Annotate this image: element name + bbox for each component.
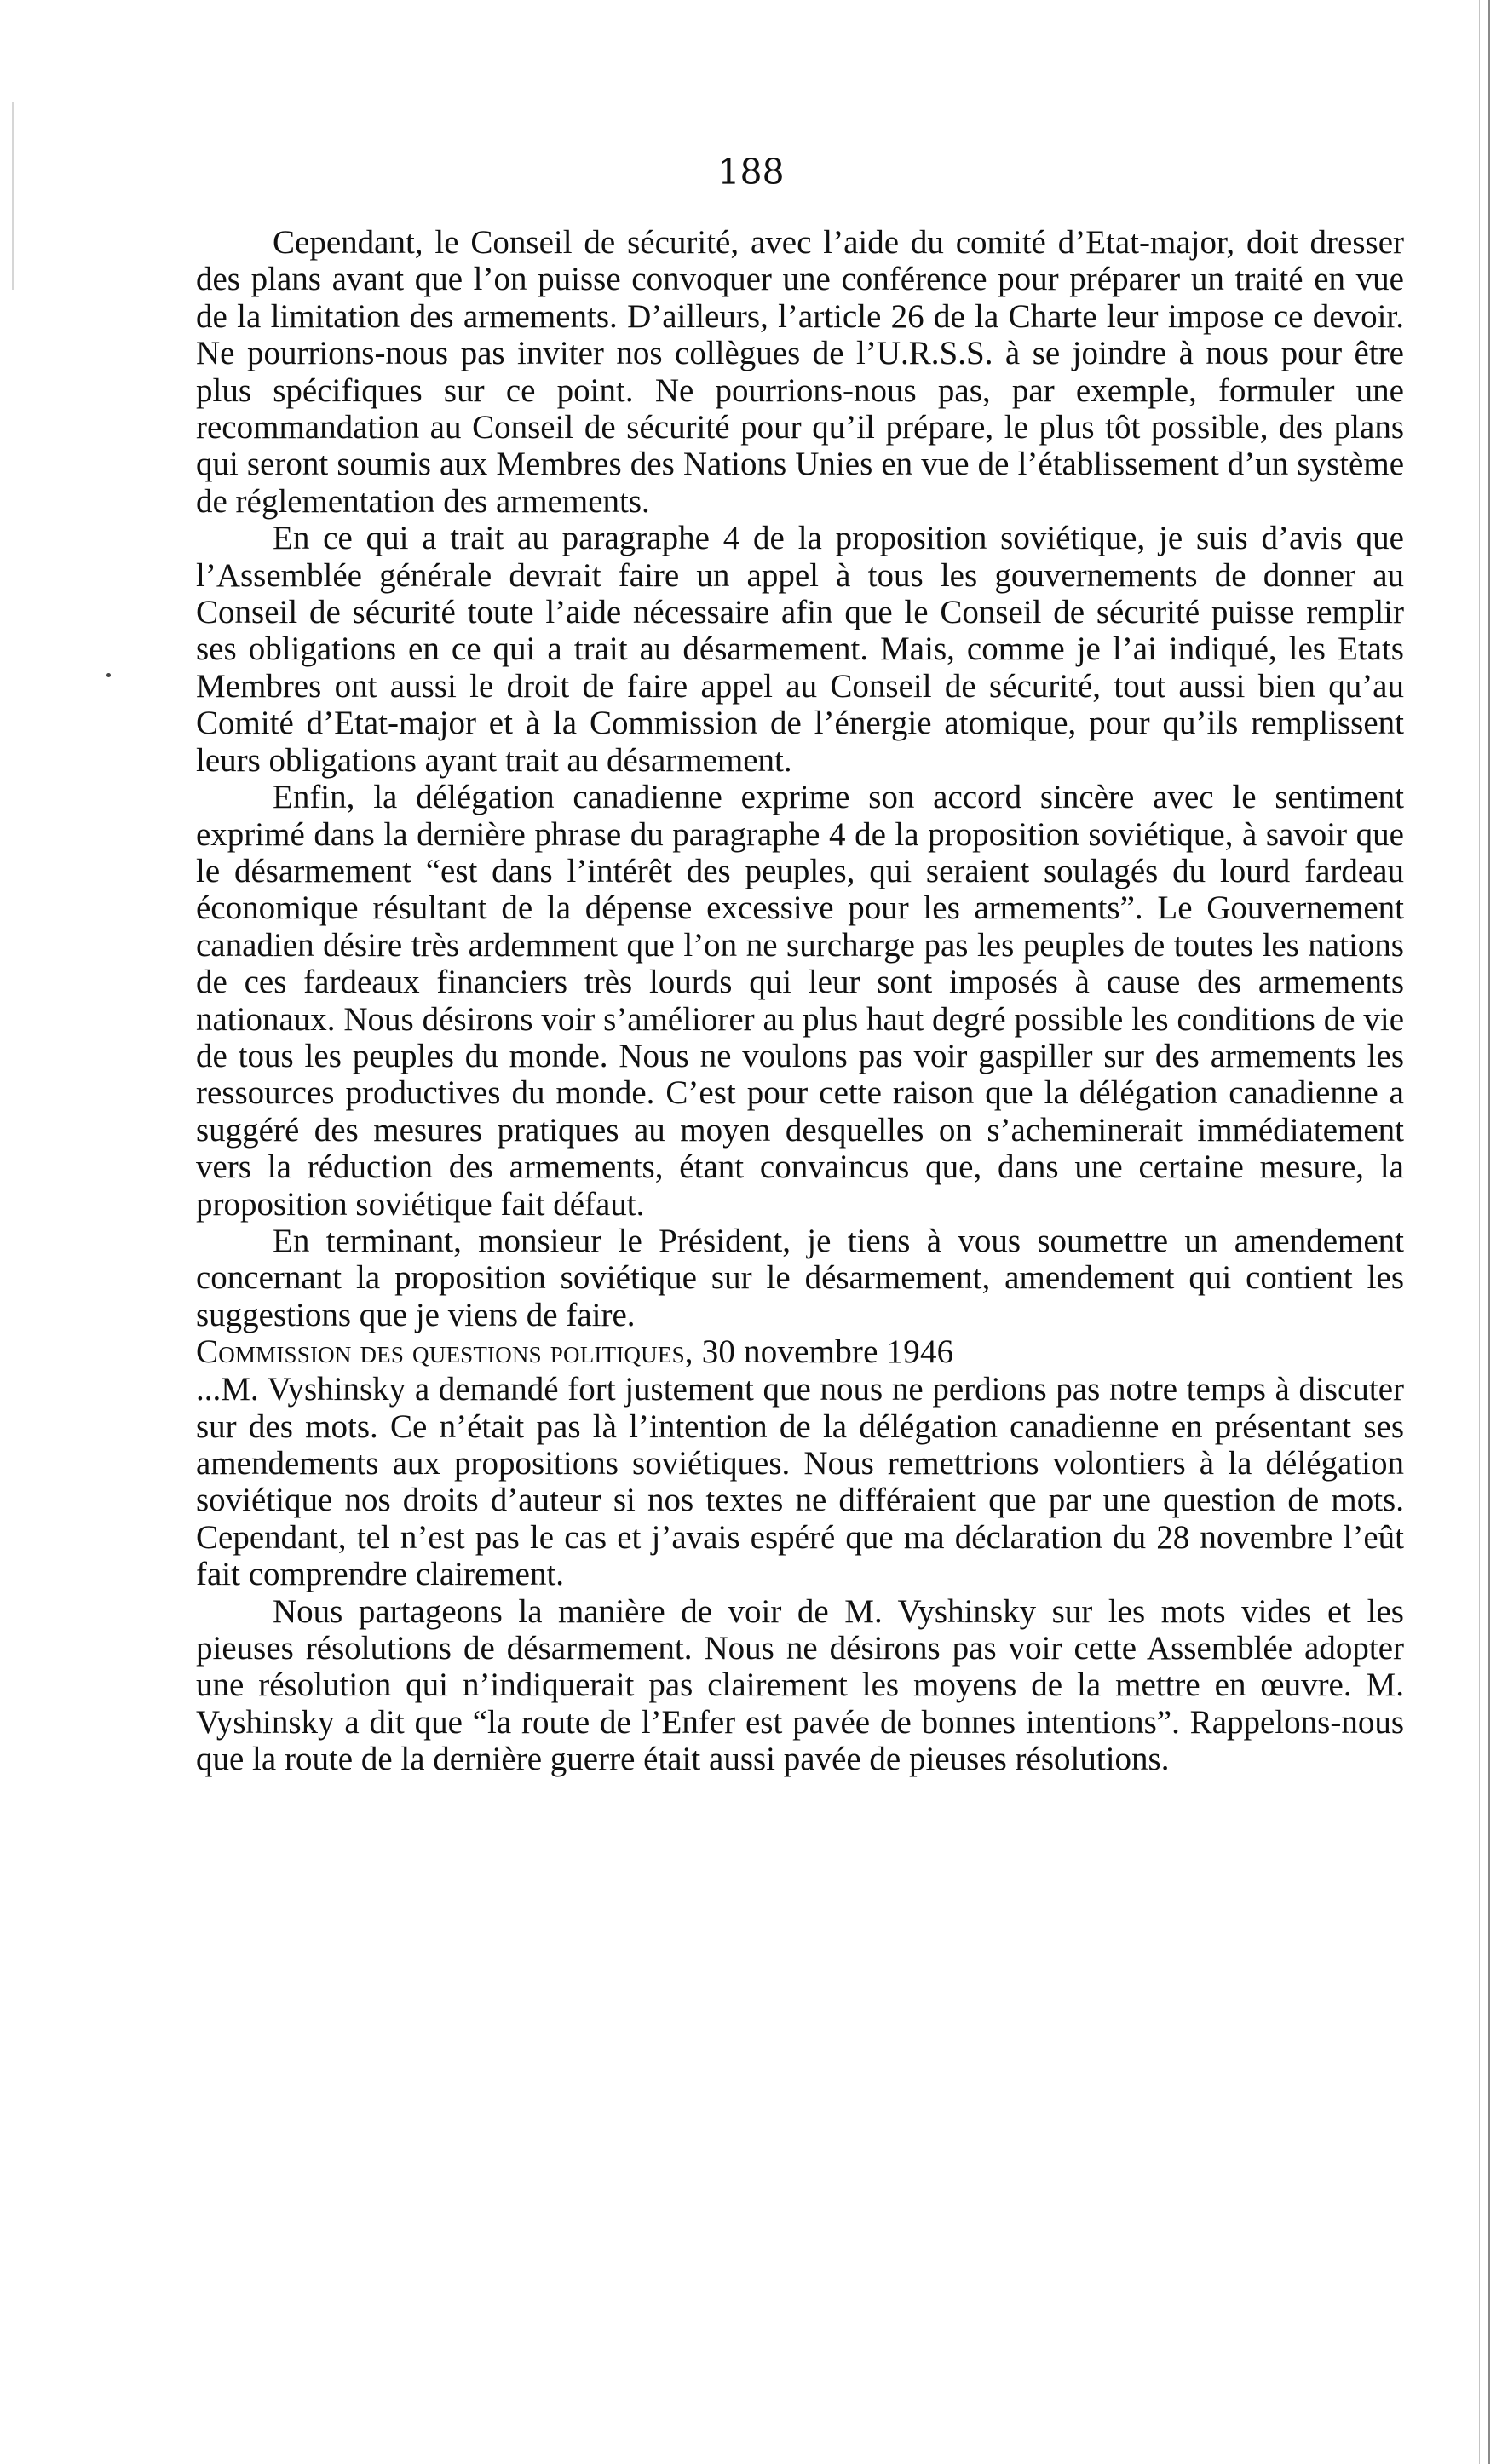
paragraph: Enfin, la délégation canadienne exprime son accord sincère avec le sentiment exprimé dans la dernière phrase du paragraphe 4 de la proposition soviétique, à savoir que le désarmement “est dans l’intérêt des peuples, qui seraient soulagés du lourd fardeau économique résultant de la dépense excessive pour les armements”. Le Gouvernement canadien désire très ardemment que l’on ne surcharge pas les peuples de toutes les nations de ces fardeaux financiers très lourds qui leur sont imposés à cause des armements nationaux. Nous désirons voir s’améliorer au plus haut degré possible les conditions de vie de tous les peuples du monde. Nous ne voulons pas voir gaspiller sur des armements les ressources productives du monde. C’est pour cette raison que la délégation canadienne a suggéré des mesures pratiques au moyen desquelles on s’acheminerait immédiatement vers la réduction des armements, étant convaincus que, dans une certaine mesure, la proposition soviétique fait défaut. <box>196 779 1404 1223</box>
margin-dot <box>106 673 111 677</box>
paragraph: ...M. Vyshinsky a demandé fort justement que nous ne perdions pas notre temps à discuter sur des mots. Ce n’était pas là l’intention de la délégation canadienne en présentant ses amendements aux propositions soviétiques. Nous remettrions volontiers à la délégation soviétique nos droits d’auteur si nos textes ne différaient que par une question de mots. Cependant, tel n’est pas le cas et j’avais espéré que ma déclaration du 28 novembre l’eût fait comprendre clairement. <box>196 1371 1404 1593</box>
section-heading <box>196 1333 1404 1371</box>
scan-edge-border-inner <box>1479 0 1480 2464</box>
text-body <box>196 224 1404 1778</box>
paragraph: En ce qui a trait au paragraphe 4 de la proposition soviétique, je suis d’avis que l’Assemblée générale devrait faire un appel à tous les gouvernements de donner au Conseil de sécurité toute l’aide nécessaire afin que le Conseil de sécurité puisse remplir ses obligations en ce qui a trait au désarmement. Mais, comme je l’ai indiqué, les Etats Membres ont aussi le droit de faire appel au Conseil de sécurité, tout aussi bien qu’au Comité d’Etat-major et à la Commission de l’énergie atomique, pour qu’ils remplissent leurs obligations ayant trait au désarmement. <box>196 520 1404 779</box>
page-number: 188 <box>717 152 785 193</box>
scan-edge-border <box>1488 0 1490 2464</box>
paragraph: Cependant, le Conseil de sécurité, avec l’aide du comité d’Etat-major, doit dresser des plans avant que l’on puisse convoquer une conférence pour préparer un traité en vue de la limitation des armements. D’ailleurs, l’article 26 de la Charte leur impose ce devoir. Ne pourrions-nous pas inviter nos collègues de l’U.R.S.S. à se joindre à nous pour être plus spécifiques sur ce point. Ne pourrions-nous pas, par exemple, formuler une recommandation au Conseil de sécurité pour qu’il prépare, le plus tôt possible, des plans qui seront soumis aux Membres des Nations Unies en vue de l’établissement d’un système de réglementation des armements. <box>196 224 1404 520</box>
section-heading-title: Commission des questions politiques <box>196 1333 685 1371</box>
paragraph: Nous partageons la manière de voir de M. Vyshinsky sur les mots vides et les pieuses résolutions de désarmement. Nous ne désirons pas voir cette Assemblée adopter une résolution qui n’indiquerait pas clairement les moyens de la mettre en œuvre. M. Vyshinsky a dit que “la route de l’Enfer est pavée de bonnes intentions”. Rappelons-nous que la route de la dernière guerre était aussi pavée de pieuses résolutions. <box>196 1592 1404 1778</box>
section-heading-date: , 30 novembre 1946 <box>684 1333 954 1371</box>
paragraph: En terminant, monsieur le Président, je tiens à vous soumettre un amendement concernant la proposition soviétique sur le désarmement, amendement qui contient les suggestions que je viens de faire. <box>196 1222 1404 1333</box>
scan-edge-mark <box>12 102 14 290</box>
